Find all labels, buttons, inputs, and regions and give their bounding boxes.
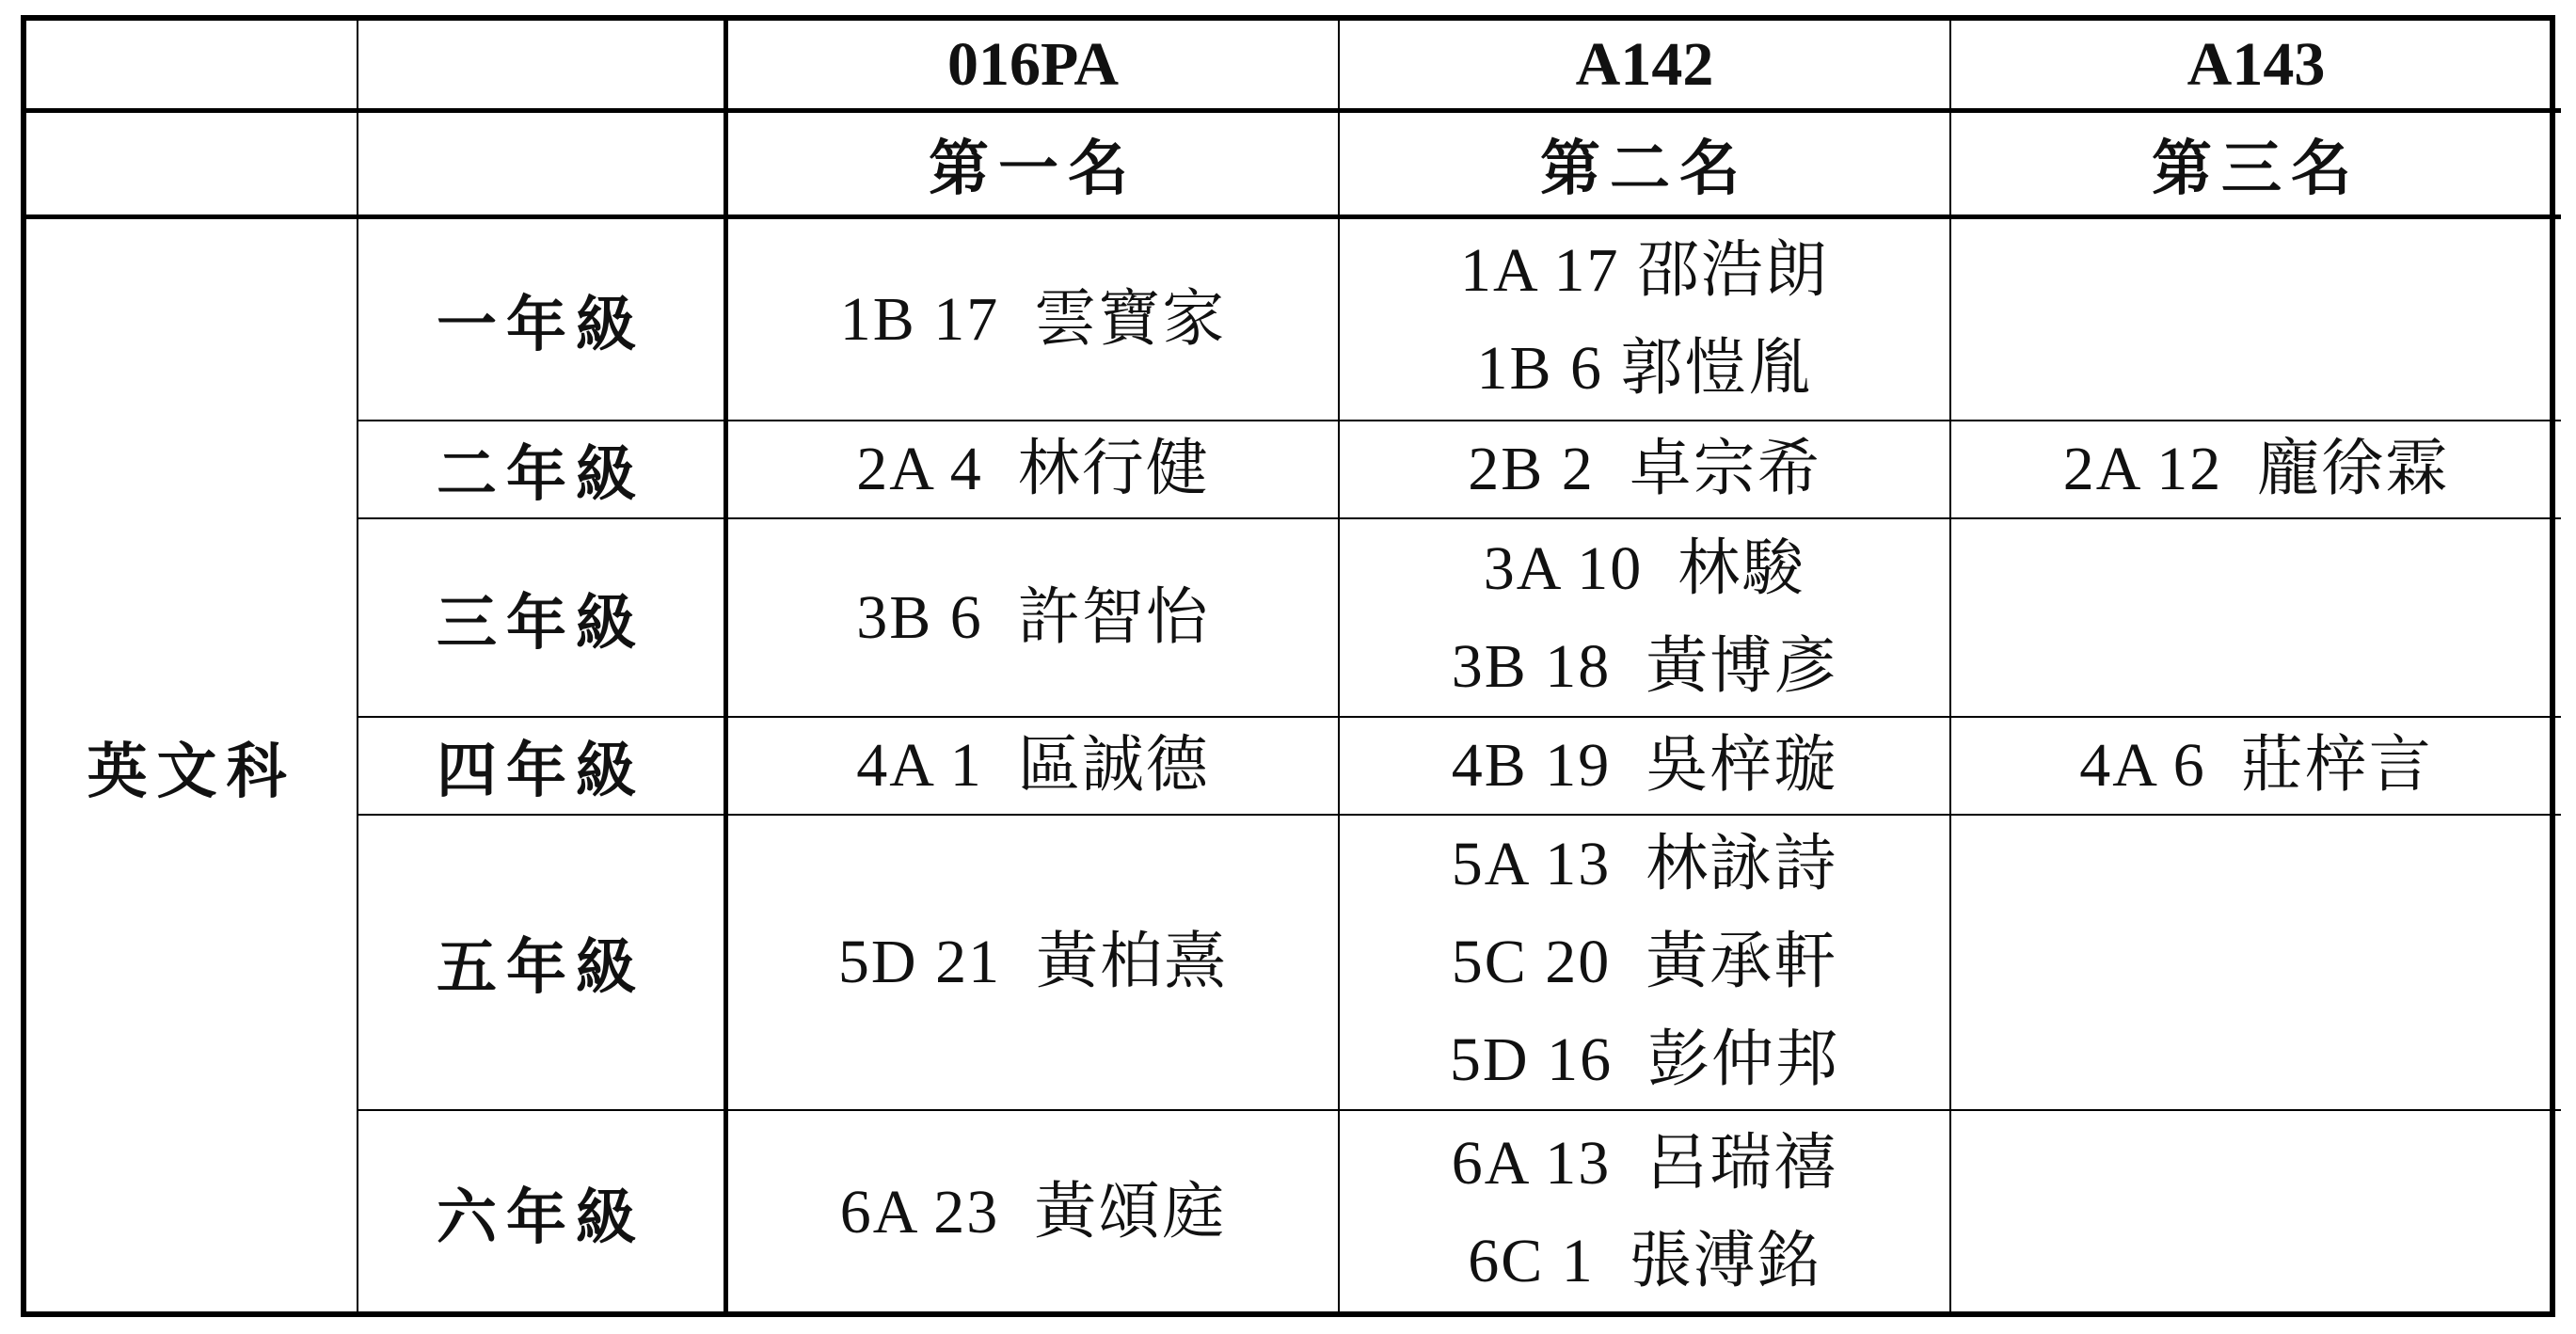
student-entry: 2A 4 林行健 (856, 435, 1210, 503)
grade-label: 六年級 (358, 1111, 728, 1313)
grade-label: 一年級 (358, 219, 728, 421)
award-cell-third (1951, 519, 2561, 718)
code-header-first: 016PA (728, 21, 1340, 113)
student-entry: 5D 21 黃柏熹 (837, 928, 1229, 996)
award-cell-first (728, 421, 1340, 519)
grade-label: 四年級 (358, 718, 728, 816)
award-table (21, 15, 2555, 1317)
student-entry: 3B 6 許智怡 (856, 582, 1210, 652)
student-entry: 4A 6 莊梓言 (2079, 731, 2433, 800)
grade-label: 五年級 (358, 816, 728, 1111)
student-entry: 3B 18 黃博彥 (1451, 631, 1838, 701)
award-cell-first (728, 519, 1340, 718)
award-cell-first (728, 816, 1340, 1111)
subject-cell: 英文科 (26, 219, 358, 1313)
student-entry: 1A 17 邵浩朗 (1459, 235, 1830, 305)
award-cell-first (728, 219, 1340, 421)
award-cell-second (1340, 816, 1951, 1111)
rank-header-second: 第二名 (1340, 113, 1951, 219)
grade-label: 二年級 (358, 421, 728, 519)
award-cell-second (1340, 718, 1951, 816)
award-cell-third (1951, 816, 2561, 1111)
award-cell-third (1951, 1111, 2561, 1313)
award-cell-third (1951, 718, 2561, 816)
grade-label: 三年級 (358, 519, 728, 718)
award-cell-second (1340, 519, 1951, 718)
student-entry: 5A 13 林詠詩 (1451, 830, 1838, 898)
code-header-third: A143 (1951, 21, 2561, 113)
award-cell-first (728, 1111, 1340, 1313)
award-cell-third (1951, 219, 2561, 421)
student-entry: 4B 19 吳梓璇 (1451, 731, 1838, 800)
corner-cell (26, 113, 358, 219)
rank-header-first: 第一名 (728, 113, 1340, 219)
student-entry: 5C 20 黃承軒 (1451, 928, 1838, 996)
corner-cell (26, 21, 358, 113)
award-cell-first (728, 718, 1340, 816)
student-entry: 5D 16 彭仲邦 (1449, 1025, 1840, 1094)
corner-cell (358, 21, 728, 113)
student-entry: 3A 10 林駿 (1483, 533, 1806, 603)
award-cell-second (1340, 1111, 1951, 1313)
student-entry: 6C 1 張溥銘 (1468, 1226, 1821, 1295)
code-header-second: A142 (1340, 21, 1951, 113)
award-cell-second (1340, 219, 1951, 421)
student-entry: 4A 1 區誠德 (856, 731, 1210, 800)
student-entry: 2B 2 卓宗希 (1468, 435, 1821, 503)
student-entry: 1B 6 郭愷胤 (1476, 333, 1813, 403)
student-entry: 2A 12 龐徐霖 (2062, 435, 2450, 503)
student-entry: 6A 13 呂瑞禧 (1451, 1128, 1838, 1198)
award-cell-second (1340, 421, 1951, 519)
corner-cell (358, 113, 728, 219)
award-cell-third (1951, 421, 2561, 519)
student-entry: 6A 23 黃頌庭 (839, 1177, 1227, 1247)
student-entry: 1B 17 雲寶家 (839, 284, 1227, 354)
rank-header-third: 第三名 (1951, 113, 2561, 219)
